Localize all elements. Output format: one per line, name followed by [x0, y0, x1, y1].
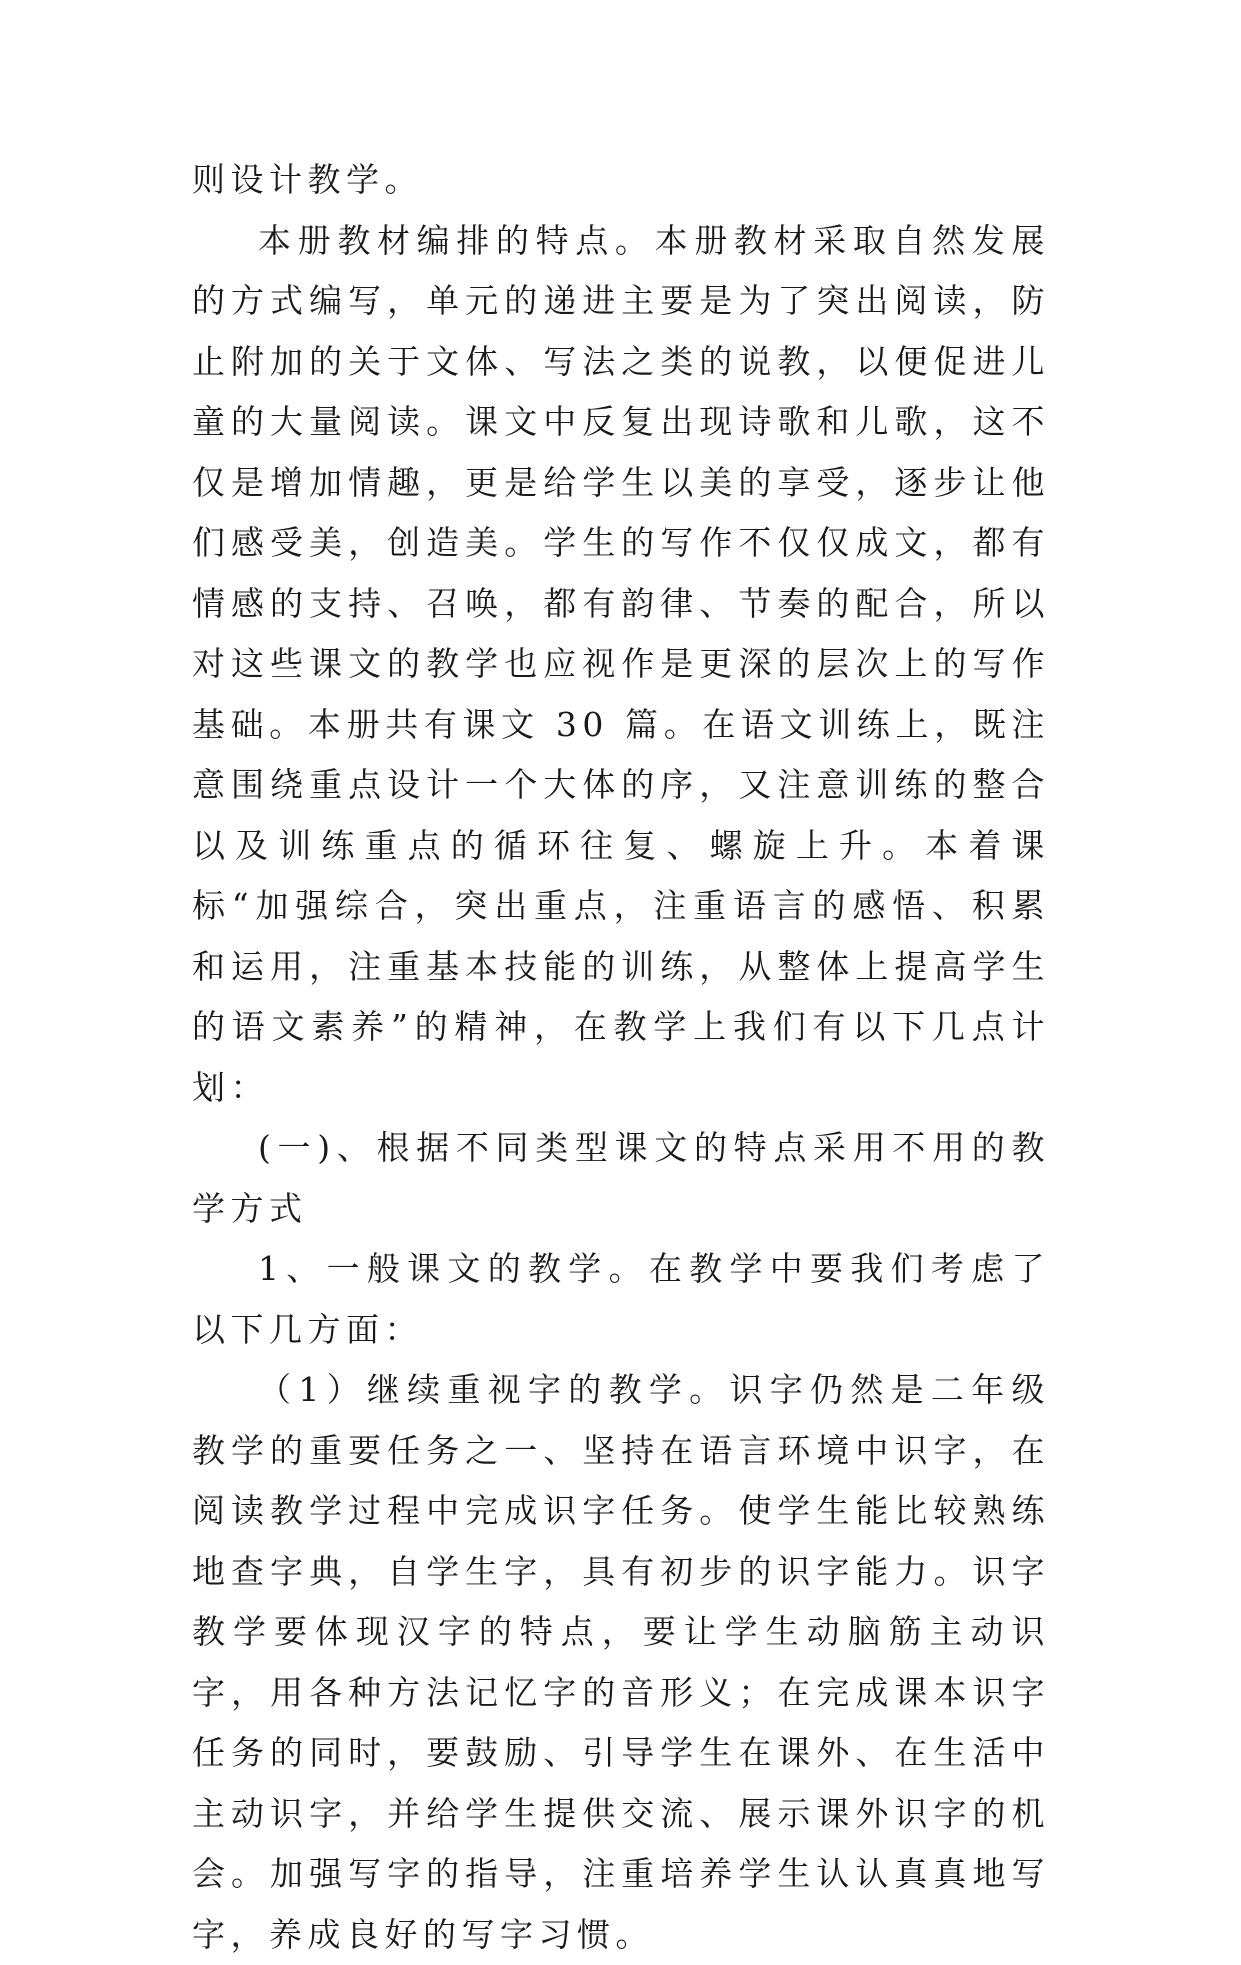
paragraph-textbook-features: 本册教材编排的特点。本册教材采取自然发展的方式编写，单元的递进主要是为了突出阅读，防止附加的关于文体、写法之类的说教，以便促进儿童的大量阅读。课文中反复出现诗歌和儿歌，这不仅是增加情趣，更是给学生以美的享受，逐步让他们感受美，创造美。学生的写作不仅仅成文，都有情感的支持、召唤，都有韵律、节奏的配合，所以对这些课文的教学也应视作是更深的层次上的写作基础。本册共有课文 30 篇。在语文训练上，既注意围绕重点设计一个大体的序，又注意训练的整合以及训练重点的循环往复、螺旋上升。本着课标“加强综合，突出重点，注重语言的感悟、积累和运用，注重基本技能的训练，从整体上提高学生的语文素养”的精神，在教学上我们有以下几点计划： [192, 220, 1050, 1107]
section-heading: (一)、根据不同类型课文的特点采用不用的教学方式 [192, 1128, 1050, 1228]
document-body [192, 150, 1050, 1965]
paragraph-item-1: 1、一般课文的教学。在教学中要我们考虑了以下几方面： [192, 1249, 1050, 1349]
paragraph-item-1-1: （1）继续重视字的教学。识字仍然是二年级教学的重要任务之一、坚持在语言环境中识字，在阅读教学过程中完成识字任务。使学生能比较熟练地查字典，自学生字，具有初步的识字能力。识字教学要体现汉字的特点，要让学生动脑筋主动识字，用各种方法记忆字的音形义；在完成课本识字任务的同时，要鼓励、引导学生在课外、在生活中主动识字，并给学生提供交流、展示课外识字的机会。加强写字的指导，注重培养学生认认真真地写字，养成良好的写字习惯。 [192, 1370, 1050, 1954]
paragraph-continuation: 则设计教学。 [192, 160, 423, 199]
